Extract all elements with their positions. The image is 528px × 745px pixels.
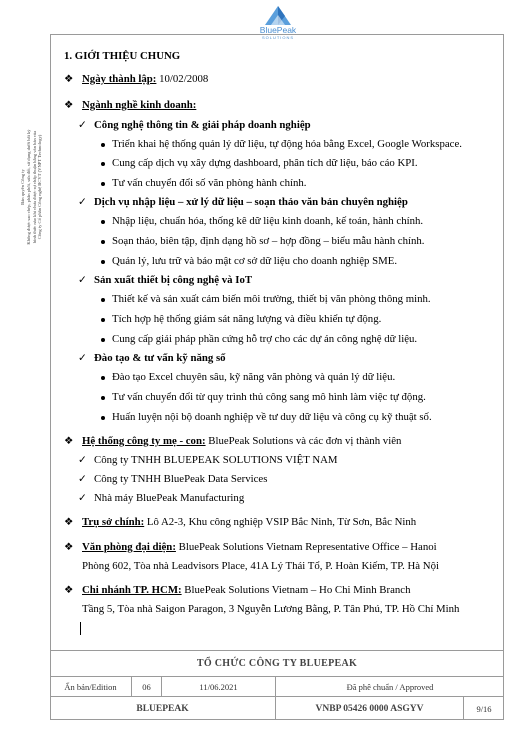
round-bullet-icon: [101, 143, 105, 147]
footer-approved: Đã phê chuẩn / Approved: [346, 681, 434, 692]
business-item: Triển khai hệ thống quản lý dữ liệu, tự động hóa bằng Excel, Google Workspace.: [112, 138, 462, 150]
round-bullet-icon: [101, 260, 105, 264]
rep-office-row: [82, 541, 437, 554]
mountain-logo-icon: [263, 4, 293, 26]
group-label: Hệ thống công ty mẹ - con:: [82, 435, 206, 447]
business-group-title: Công nghệ thông tin & giải pháp doanh nghiệp: [94, 119, 311, 131]
hq-label: Trụ sở chính:: [82, 516, 145, 528]
business-group-title: Sản xuất thiết bị công nghệ và IoT: [94, 274, 253, 286]
business-item: Tư vấn chuyển đổi số văn phòng hành chính.: [112, 177, 307, 189]
branch-address: Tầng 5, Tòa nhà Saigon Paragon, 3 Nguyễn Lương Bằng, P. Tân Phú, TP. Hồ Chí Minh: [82, 603, 460, 615]
group-member: Công ty TNHH BluePeak Data Services: [94, 473, 268, 485]
logo-tagline: SOLUTIONS: [261, 35, 295, 40]
footer-row-edition: [50, 676, 504, 696]
check-bullet-icon: ✓: [78, 120, 87, 131]
section-title: 1. GIỚI THIỆU CHUNG: [64, 50, 181, 62]
founded-row: [82, 73, 208, 86]
text-cursor[interactable]: [80, 622, 81, 635]
round-bullet-icon: [101, 376, 105, 380]
business-item: Tư vấn chuyển đổi từ quy trình thủ công sang mô hình làm việc tự động.: [112, 391, 426, 403]
diamond-bullet-icon: ❖: [64, 542, 74, 553]
round-bullet-icon: [101, 416, 105, 420]
side-note-line: Bản quyền Công ty: [20, 169, 25, 205]
check-bullet-icon: ✓: [78, 455, 87, 466]
side-note-line: hình thức nào khi chưa được sự chấp thuận bằng văn bản của: [31, 130, 37, 244]
business-label: Ngành nghề kinh doanh:: [82, 99, 197, 111]
business-item: Thiết kế và sản xuất cảm biến môi trường, thiết bị văn phòng thông minh.: [112, 293, 431, 305]
diamond-bullet-icon: ❖: [64, 74, 74, 85]
hq-value: Lô A2-3, Khu công nghiệp VSIP Bắc Ninh, Từ Sơn, Bắc Ninh: [144, 516, 417, 528]
business-group-title: Đào tạo & tư vấn kỹ năng số: [94, 352, 226, 364]
round-bullet-icon: [101, 298, 105, 302]
diamond-bullet-icon: ❖: [64, 517, 74, 528]
group-member: Công ty TNHH BLUEPEAK SOLUTIONS VIỆT NAM: [94, 454, 338, 466]
business-item: Huấn luyện nội bộ doanh nghiệp về tư duy dữ liệu và công cụ kỹ thuật số.: [112, 411, 432, 423]
side-note-line: Công ty Cổ phần Công nghệ BCVT (VNPT Technology): [37, 134, 43, 240]
copyright-side-note: [18, 92, 48, 282]
founded-value: 10/02/2008: [156, 73, 209, 85]
round-bullet-icon: [101, 396, 105, 400]
round-bullet-icon: [101, 240, 105, 244]
business-item: Đào tạo Excel chuyên sâu, kỹ năng văn phòng và quản lý dữ liệu.: [112, 371, 396, 383]
round-bullet-icon: [101, 338, 105, 342]
branch-row: [82, 584, 410, 597]
branch-value: BluePeak Solutions Vietnam – Ho Chi Minh Branch: [181, 584, 411, 596]
business-item: Soạn thảo, biên tập, định dạng hồ sơ – hợp đồng – biểu mẫu hành chính.: [112, 235, 425, 247]
diamond-bullet-icon: ❖: [64, 585, 74, 596]
round-bullet-icon: [101, 318, 105, 322]
group-row: [82, 435, 401, 448]
footer-org: TỔ CHỨC CÔNG TY BLUEPEAK: [196, 658, 358, 669]
founded-label: Ngày thành lập:: [82, 73, 157, 85]
rep-office-label: Văn phòng đại diện:: [82, 541, 176, 553]
check-bullet-icon: ✓: [78, 474, 87, 485]
document-footer: [50, 650, 504, 720]
business-item: Quản lý, lưu trữ và bảo mật cơ sở dữ liệu cho doanh nghiệp SME.: [112, 255, 398, 267]
footer-row-code: [50, 696, 504, 720]
round-bullet-icon: [101, 182, 105, 186]
logo-name: BluePeak: [259, 25, 297, 35]
round-bullet-icon: [101, 162, 105, 166]
round-bullet-icon: [101, 220, 105, 224]
business-item: Nhập liệu, chuẩn hóa, thống kê dữ liệu kinh doanh, kế toán, hành chính.: [112, 215, 424, 227]
check-bullet-icon: ✓: [78, 353, 87, 364]
business-group-title: Dịch vụ nhập liệu – xử lý dữ liệu – soạn thảo văn bản chuyên nghiệp: [94, 196, 408, 208]
business-item: Cung cấp dịch vụ xây dựng dashboard, phân tích dữ liệu, báo cáo KPI.: [112, 157, 418, 169]
group-member: Nhà máy BluePeak Manufacturing: [94, 492, 245, 504]
footer-edition-label: Ấn bản/Edition: [50, 677, 132, 696]
diamond-bullet-icon: ❖: [64, 100, 74, 111]
check-bullet-icon: ✓: [78, 197, 87, 208]
check-bullet-icon: ✓: [78, 275, 87, 286]
side-note-line: Không được sao chép, phân phối, sửa đổi, sử dụng dưới bất kỳ: [25, 129, 31, 245]
footer-edition: 06: [132, 677, 162, 696]
hq-row: [82, 516, 416, 529]
footer-page-number: 9/16: [476, 703, 492, 714]
rep-office-value: BluePeak Solutions Vietnam Representative Office – Hanoi: [175, 541, 437, 553]
company-logo: [247, 4, 309, 46]
diamond-bullet-icon: ❖: [64, 436, 74, 447]
footer-doc-code: VNBP 05426 0000 ASGYV: [276, 697, 464, 720]
footer-date: 11/06.2021: [162, 677, 276, 696]
group-value: BluePeak Solutions và các đơn vị thành viên: [205, 435, 402, 447]
footer-row-org: [50, 650, 504, 676]
check-bullet-icon: ✓: [78, 493, 87, 504]
footer-company: BLUEPEAK: [50, 697, 276, 720]
rep-office-address: Phòng 602, Tòa nhà Leadvisors Place, 41A Lý Thái Tổ, P. Hoàn Kiếm, TP. Hà Nội: [82, 560, 439, 572]
branch-label: Chi nhánh TP. HCM:: [82, 584, 182, 596]
business-item: Tích hợp hệ thống giám sát năng lượng và điều khiển tự động.: [112, 313, 382, 325]
business-item: Cung cấp giải pháp phần cứng hỗ trợ cho các dự án công nghệ dữ liệu.: [112, 333, 418, 345]
